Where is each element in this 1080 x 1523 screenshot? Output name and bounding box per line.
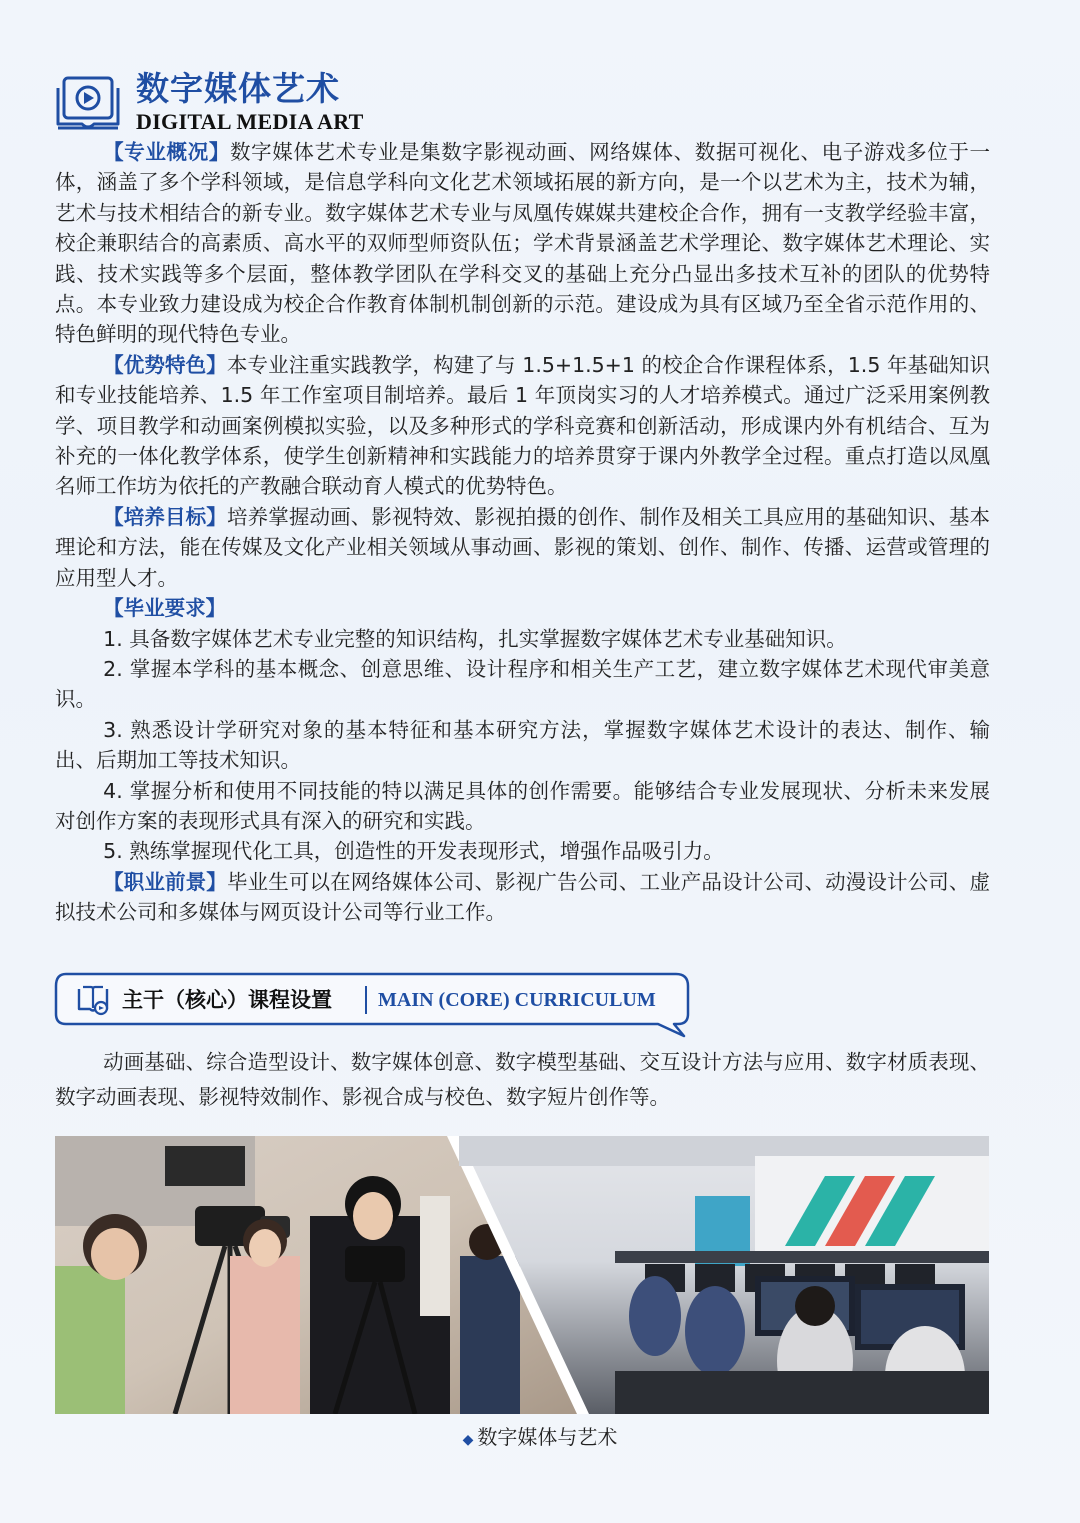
page-subtitle: DIGITAL MEDIA ART xyxy=(136,109,364,134)
goals-text: 培养掌握动画、影视特效、影视拍摄的创作、制作及相关工具应用的基础知识、基本理论和方法，能在传媒及文化产业相关领域从事动画、影视的策划、创作、制作、传播、运营或管理的应用型人才。 xyxy=(55,504,991,590)
section-header xyxy=(54,68,474,132)
advantages-text: 本专业注重实践教学，构建了与 1.5+1.5+1 的校企合作课程体系，1.5 年基础知识和专业技能培养、1.5 年工作室项目制培养。最后 1 年顶岗实习的人才培养模式。通过广泛采用案例教学、项目教学和动画案例模拟实验，以及多种形式的学科竞赛和创新活动，形成课内外有机结合、互为补充的一体化教学体系，使学生创新精神和实践能力的培养贯穿于课内外教学全过程。重点打造以凤凰名师工作坊为依托的产教融合联动育人模式的优势特色。 xyxy=(55,352,991,499)
paragraph-requirements-heading xyxy=(55,593,990,623)
tag-goals: 【培养目标】 xyxy=(103,504,227,529)
paragraph-goals xyxy=(55,502,990,593)
tag-career: 【职业前景】 xyxy=(103,869,227,894)
banner-divider xyxy=(365,986,367,1014)
list-item: 1. 具备数字媒体艺术专业完整的知识结构，扎实掌握数字媒体艺术专业基础知识。 xyxy=(103,626,847,651)
photo-caption-text: 数字媒体与艺术 xyxy=(477,1425,618,1449)
tag-overview: 【专业概况】 xyxy=(103,140,230,164)
tag-requirements: 【毕业要求】 xyxy=(103,596,227,621)
curriculum-text-block xyxy=(55,1045,990,1115)
curriculum-text: 动画基础、综合造型设计、数字媒体创意、数字模型基础、交互设计方法与应用、数字材质表现、数字动画表现、影视特效制作、影视合成与校色、数字短片创作等。 xyxy=(55,1050,990,1109)
book-play-icon xyxy=(54,74,122,132)
overview-text: 数字媒体艺术专业是集数字影视动画、网络媒体、数据可视化、电子游戏多位于一体，涵盖了多个学科领域，是信息学科向文化艺术领域拓展的新方向，是一个以艺术为主，技术为辅，艺术与技术相结合的新专业。数字媒体艺术专业与凤凰传媒媒共建校企合作，拥有一支教学经验丰富，校企兼职结合的高素质、高水平的双师型师资队伍；学术背景涵盖艺术学理论、数字媒体艺术理论、实践、技术实践等多个层面，整体教学团队在学科交叉的基础上充分凸显出多技术互补的团队的优势特点。本专业致力建设成为校企合作教育体制机制创新的示范。建设成为具有区域乃至全省示范作用的、特色鲜明的现代特色专业。 xyxy=(55,140,990,347)
open-book-icon xyxy=(76,984,110,1016)
curriculum-banner xyxy=(54,972,694,1038)
list-item: 2. 掌握本学科的基本概念、创意思维、设计程序和相关生产工艺，建立数字媒体艺术现代审美意识。 xyxy=(55,656,990,712)
banner-title-cn: 主干（核心）课程设置 xyxy=(122,988,332,1012)
paragraph-career xyxy=(55,867,990,928)
list-item: 5. 熟练掌握现代化工具，创造性的开发表现形式，增强作品吸引力。 xyxy=(103,839,724,864)
career-text: 毕业生可以在网络媒体公司、影视广告公司、工业产品设计公司、动漫设计公司、虚拟技术公司和多媒体与网页设计公司等行业工作。 xyxy=(55,869,991,925)
classroom-photo xyxy=(55,1136,989,1414)
list-item: 4. 掌握分析和使用不同技能的特以满足具体的创作需要。能够结合专业发展现状、分析未来发展对创作方案的表现形式具有深入的研究和实践。 xyxy=(55,778,990,833)
paragraph-advantages xyxy=(55,350,990,502)
tag-advantages: 【优势特色】 xyxy=(103,352,227,377)
program-description xyxy=(55,137,990,928)
list-item: 3. 熟悉设计学研究对象的基本特征和基本研究方法，掌握数字媒体艺术设计的表达、制作、输出、后期加工等技术知识。 xyxy=(55,717,990,773)
banner-title-en: MAIN (CORE) CURRICULUM xyxy=(378,989,656,1011)
photo-caption xyxy=(0,1422,1080,1455)
photo-illustration xyxy=(55,1136,989,1414)
diamond-bullet-icon: ◆ xyxy=(462,1432,474,1448)
page-title: 数字媒体艺术 xyxy=(136,69,340,108)
paragraph-overview xyxy=(55,137,990,350)
